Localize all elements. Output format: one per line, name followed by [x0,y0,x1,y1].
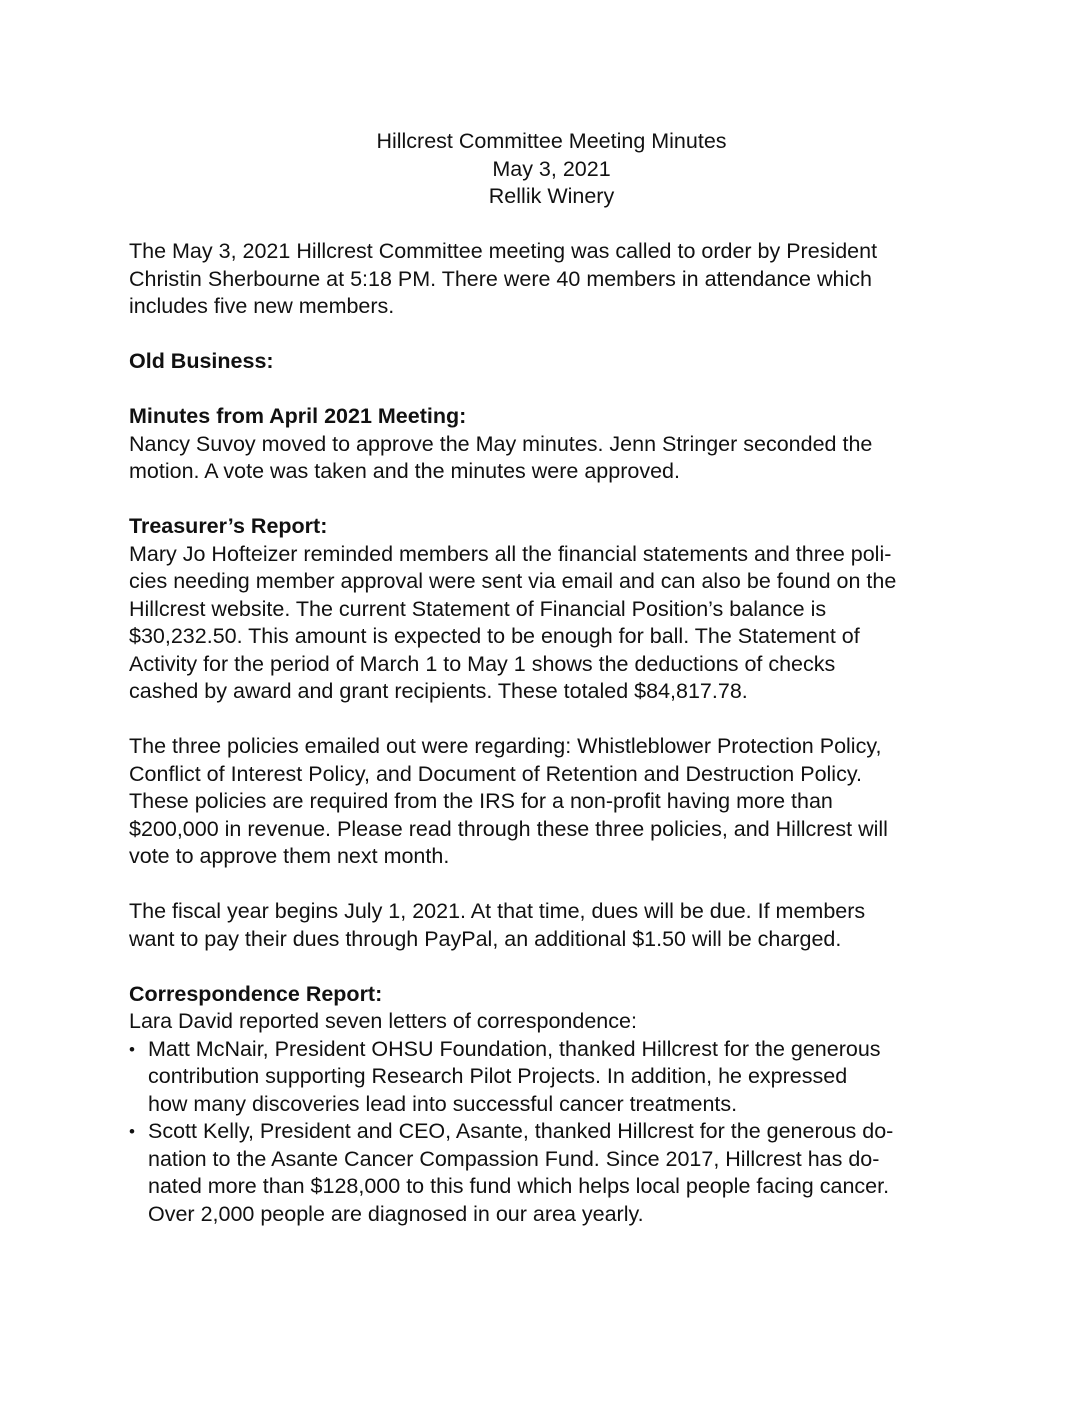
document-title: Hillcrest Committee Meeting Minutes [376,129,727,153]
correspondence-intro: Lara David reported seven letters of correspondence: [129,1009,637,1033]
text-line: • Scott Kelly, President and CEO, Asante, thanked Hillcrest for the generous do- [148,1119,894,1143]
text-line: nation to the Asante Cancer Compassion Fund. Since 2017, Hillcrest has do- [148,1146,880,1171]
text-line: Activity for the period of March 1 to May 1 shows the deductions of checks [129,651,836,676]
text-line: Christin Sherbourne at 5:18 PM. There were 40 members in attendance which [129,266,872,291]
meeting-date: May 3, 2021 [492,156,611,181]
treasurer-paragraph-3 [129,898,969,953]
text-line: motion. A vote was taken and the minutes were approved. [129,459,680,483]
text-line: cashed by award and grant recipients. These totaled $84,817.78. [129,679,748,703]
text-line: $30,232.50. This amount is expected to be enough for ball. The Statement of [129,624,860,648]
list-item [129,1036,969,1119]
treasurer-heading: Treasurer’s Report: [129,514,328,538]
text-line: vote to approve them next month. [129,844,450,868]
text-line: cies needing member approval were sent via email and can also be found on the [129,569,897,593]
list-item [129,1118,969,1228]
correspondence-heading: Correspondence Report: [129,981,383,1006]
intro-paragraph [129,238,969,321]
text-line: • Matt McNair, President OHSU Foundation, thanked Hillcrest for the generous [148,1036,881,1061]
document-header [134,128,969,211]
text-line: Nancy Suvoy moved to approve the May minutes. Jenn Stringer seconded the [129,431,873,456]
text-line: The fiscal year begins July 1, 2021. At that time, dues will be due. If members [129,899,866,923]
text-line: The May 3, 2021 Hillcrest Committee meeting was called to order by President [129,239,878,263]
text-line: Over 2,000 people are diagnosed in our area yearly. [148,1201,644,1226]
meeting-location: Rellik Winery [488,184,615,208]
text-line: want to pay their dues through PayPal, an additional $1.50 will be charged. [129,926,842,951]
treasurer-paragraph-2 [129,733,969,871]
text-line: contribution supporting Research Pilot Projects. In addition, he expressed [148,1064,848,1088]
text-line: Mary Jo Hofteizer reminded members all the financial statements and three poli- [129,541,892,566]
minutes-heading: Minutes from April 2021 Meeting: [129,404,467,428]
document-page [129,128,969,1228]
text-line: Hillcrest website. The current Statement of Financial Position’s balance is [129,596,827,621]
text-line: The three policies emailed out were regarding: Whistleblower Protection Policy, [129,734,882,758]
old-business-heading: Old Business: [129,349,274,373]
correspondence-list [129,1036,969,1229]
text-line: how many discoveries lead into successful cancer treatments. [148,1091,738,1116]
text-line: Conflict of Interest Policy, and Document of Retention and Destruction Policy. [129,761,862,786]
text-line: $200,000 in revenue. Please read through these three policies, and Hillcrest will [129,816,888,841]
minutes-paragraph [129,431,969,486]
text-line: includes five new members. [129,294,395,318]
treasurer-paragraph-1 [129,541,969,706]
text-line: nated more than $128,000 to this fund which helps local people facing cancer. [148,1174,890,1198]
text-line: These policies are required from the IRS for a non-profit having more than [129,789,833,813]
